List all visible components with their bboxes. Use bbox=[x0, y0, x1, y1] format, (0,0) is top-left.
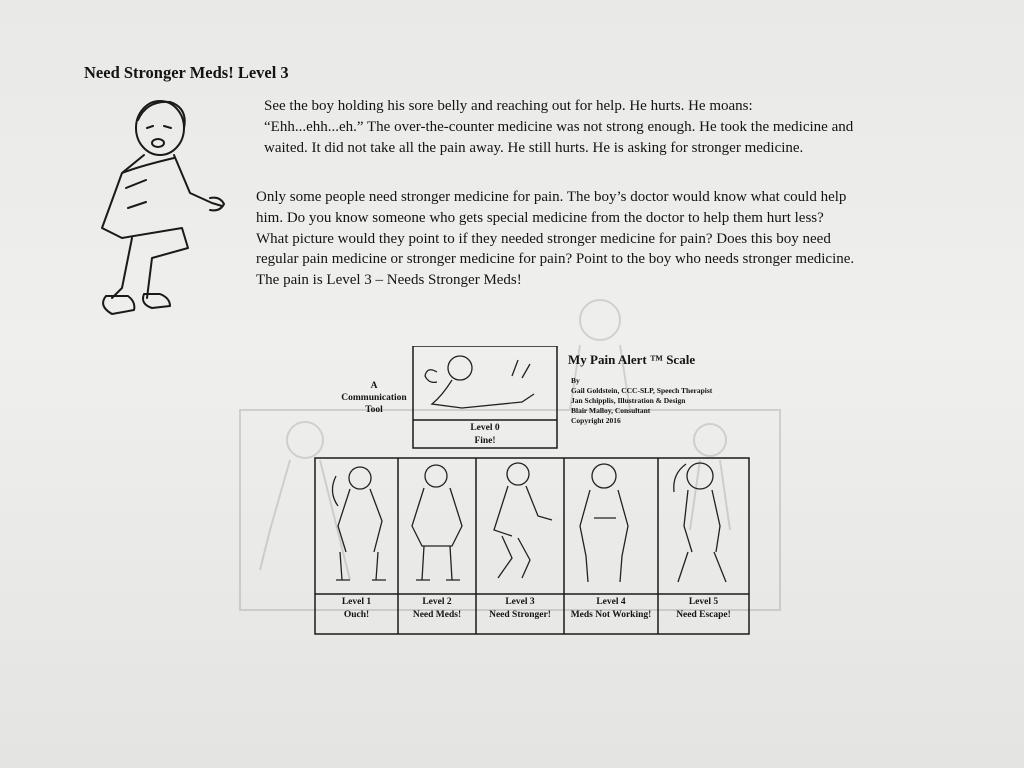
scale-credits bbox=[571, 376, 712, 426]
level3-boy-figure bbox=[494, 463, 552, 578]
level2-label-line1: Level 2 bbox=[422, 597, 452, 607]
credits-by: By bbox=[571, 376, 580, 385]
level1-label-line1: Level 1 bbox=[341, 597, 372, 607]
level4-boy-figure bbox=[580, 464, 628, 582]
scale-title: My Pain Alert ™ Scale bbox=[568, 352, 696, 367]
level4-label-line1: Level 4 bbox=[596, 597, 626, 607]
boy-holding-belly-illustration bbox=[92, 98, 232, 328]
level5-label-line2: Need Escape! bbox=[676, 610, 731, 620]
level4-label bbox=[564, 596, 658, 622]
level2-boy-figure bbox=[412, 465, 462, 580]
comm-tool-line3: Tool bbox=[365, 405, 383, 415]
level4-label-line2: Meds Not Working! bbox=[570, 610, 652, 620]
level0-label-line2: Fine! bbox=[474, 436, 496, 446]
comm-tool-line2: Communication bbox=[341, 393, 407, 403]
level0-label bbox=[413, 422, 557, 448]
level0-label-line1: Level 0 bbox=[470, 423, 500, 433]
level5-boy-figure bbox=[674, 463, 726, 582]
level2-label-line2: Need Meds! bbox=[412, 610, 462, 620]
copyright-line: Copyright 2016 bbox=[571, 416, 621, 425]
level1-label bbox=[315, 596, 398, 622]
paragraph-discussion: Only some people need stronger medicine for pain. The boy’s doctor would know what could help him. Do you know someone who gets special medicine from the doctor to help them hurt less? What picture would they point to if they needed stronger medicine for pain? Does this boy need regular pain medicine or stronger medicine for pain? Point to the boy who needs stronger medicine. The pain is Level 3 – Needs Stronger Meds! bbox=[256, 189, 855, 289]
level3-label-line1: Level 3 bbox=[505, 597, 535, 607]
level2-label bbox=[398, 596, 476, 622]
credit-line1: Gail Goldstein, CCC-SLP, Speech Therapist bbox=[571, 386, 713, 395]
level3-label bbox=[476, 596, 564, 622]
level1-label-line2: Ouch! bbox=[343, 610, 370, 620]
communication-tool-label bbox=[332, 380, 416, 416]
credit-line2: Jan Schipplis, Illustration & Design bbox=[571, 396, 686, 405]
page-title: Need Stronger Meds! Level 3 bbox=[84, 63, 289, 82]
level3-label-line2: Need Stronger! bbox=[489, 610, 551, 620]
level5-label-line1: Level 5 bbox=[688, 597, 719, 607]
level5-label bbox=[658, 596, 749, 622]
comm-tool-line1: A bbox=[370, 381, 378, 391]
level0-boy-figure bbox=[425, 356, 534, 408]
credit-line3: Blair Malloy, Consultant bbox=[571, 406, 651, 415]
paragraph-description: See the boy holding his sore belly and reaching out for help. He hurts. He moans: “Ehh...ehh...eh.” The over-the-counter medicine was not strong enough. He took the medicine and waited. It did not take all the pain away. He still hurts. He is asking for stronger medicine. bbox=[264, 98, 854, 156]
level1-boy-figure bbox=[332, 467, 386, 580]
